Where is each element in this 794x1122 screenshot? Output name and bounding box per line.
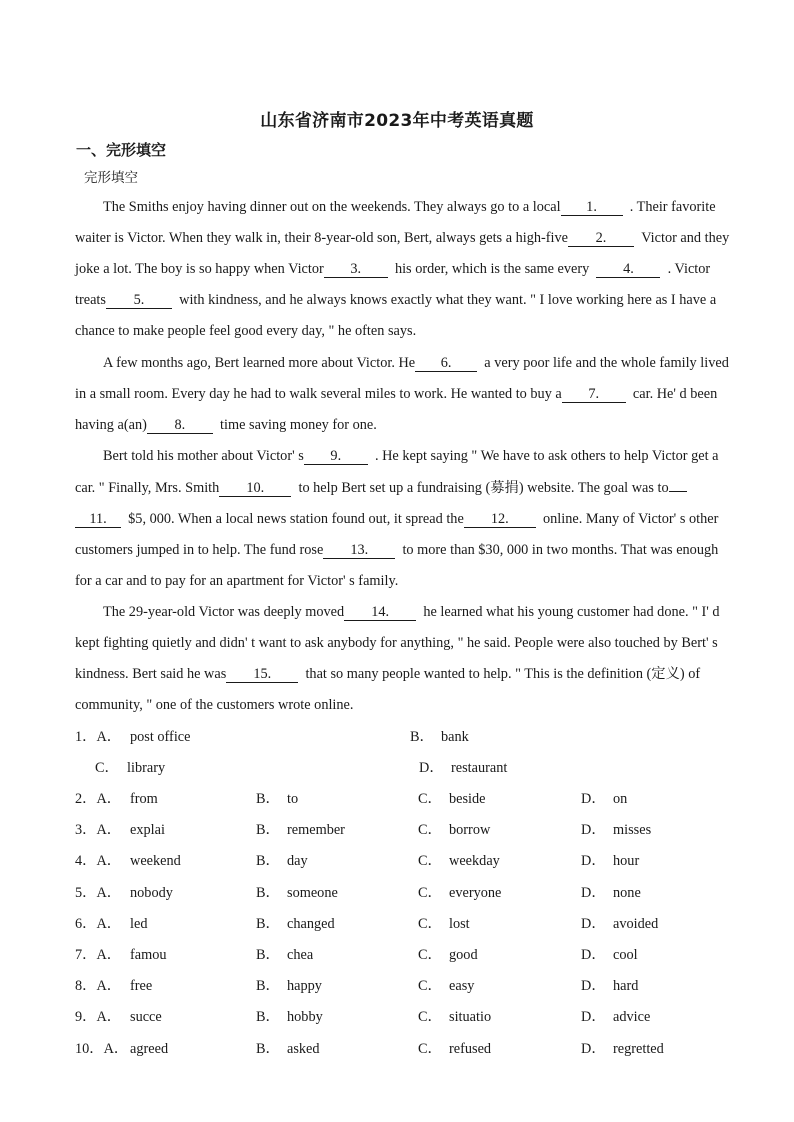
option-a[interactable]: agreed <box>130 1040 169 1057</box>
question-number: 3．A． <box>75 822 122 839</box>
question-number: 1．A． <box>75 729 122 745</box>
option-d[interactable]: advice <box>613 1009 651 1026</box>
option-d[interactable]: cool <box>613 947 638 963</box>
passage-line: A few months ago, Bert learned more about Victor. He 6. a very poor life and the whole family lived <box>103 355 729 371</box>
option-d[interactable]: hard <box>613 978 639 995</box>
passage-line: having a(an) 8. time saving money for one. <box>75 417 377 433</box>
option-c[interactable]: good <box>449 947 478 963</box>
option-b-label: B． <box>256 947 280 963</box>
question-number: 8．A． <box>75 978 122 995</box>
question-1-row-1 <box>75 727 755 747</box>
subsection-heading: 完形填空 <box>84 170 138 186</box>
option-c-label: C． <box>418 822 442 839</box>
question-row <box>75 789 755 809</box>
blank-9: 9. <box>304 448 368 465</box>
option-c[interactable]: beside <box>449 791 486 807</box>
option-a[interactable]: explai <box>130 822 165 839</box>
passage-line: in a small room. Every day he had to walk several miles to work. He wanted to buy a 7. car. He' d been <box>75 386 718 402</box>
option-a[interactable]: famou <box>130 947 167 963</box>
option-a[interactable]: free <box>130 978 153 995</box>
option-c[interactable]: refused <box>449 1040 492 1057</box>
option-d[interactable]: none <box>613 884 641 901</box>
option-b[interactable]: hobby <box>287 1009 323 1026</box>
question-1-row-2 <box>75 758 755 778</box>
page-title: 山东省济南市2023年中考英语真题 <box>260 111 534 131</box>
option-b[interactable]: someone <box>287 884 338 901</box>
question-row <box>75 976 755 996</box>
option-c[interactable]: weekday <box>449 853 500 870</box>
question-number: 9．A． <box>75 1009 122 1026</box>
option-d-label: D． <box>581 822 606 839</box>
option-c-label: C． <box>418 853 442 870</box>
option-b-label: B． <box>256 915 280 932</box>
passage-line: The 29-year-old Victor was deeply moved 14. he learned what his young customer had done. " I' d <box>103 604 720 620</box>
option-b[interactable]: to <box>287 791 299 807</box>
question-row <box>75 883 755 903</box>
passage-line: 11. $5, 000. When a local news station found out, it spread the 12. online. Many of Victor' s other <box>75 509 750 529</box>
passage-line: car. " Finally, Mrs. Smith 10. to help Bert set up a fundraising (募捐) website. The goal was to <box>75 478 750 498</box>
option-b[interactable]: changed <box>287 915 335 932</box>
option-d[interactable]: hour <box>613 853 640 870</box>
option-b[interactable]: bank <box>441 729 469 745</box>
passage-line: community, " one of the customers wrote online. <box>75 697 354 713</box>
option-b[interactable]: happy <box>287 978 322 995</box>
option-c-label: C． <box>418 1040 442 1057</box>
question-row <box>75 914 755 934</box>
question-row <box>75 851 755 871</box>
blank-3: 3. <box>324 261 388 278</box>
passage-line: treats 5. with kindness, and he always knows exactly what they want. " I love working here as I have a <box>75 292 717 308</box>
passage-line: The Smiths enjoy having dinner out on the weekends. They always go to a local 1. . Their favorite <box>103 199 716 215</box>
option-b[interactable]: remember <box>287 822 345 839</box>
option-b[interactable]: day <box>287 853 308 870</box>
option-a[interactable]: led <box>130 915 148 932</box>
option-b[interactable]: chea <box>287 947 314 963</box>
blank-5: 5. <box>106 292 172 309</box>
passage-line: Bert told his mother about Victor' s 9. . He kept saying " We have to ask others to help Victor get a <box>103 448 719 464</box>
blank-1: 1. <box>561 199 623 216</box>
option-a[interactable]: nobody <box>130 884 173 901</box>
option-c[interactable]: borrow <box>449 822 491 839</box>
option-c[interactable]: easy <box>449 978 475 995</box>
option-c[interactable]: everyone <box>449 884 502 901</box>
passage-line: waiter is Victor. When they walk in, their 8-year-old son, Bert, always gets a high-five 2. Victor and they <box>75 230 730 246</box>
option-a[interactable]: succe <box>130 1009 162 1026</box>
passage-line: kindness. Bert said he was 15. that so many people wanted to help. " This is the definition (定义) of <box>75 666 701 682</box>
option-a[interactable]: from <box>130 791 158 807</box>
option-b-label: B． <box>256 884 280 901</box>
section-heading: 一、完形填空 <box>76 141 167 159</box>
blank-10: 10. <box>219 480 291 497</box>
passage-line: kept fighting quietly and didn' t want to ask anybody for anything, " he said. People were also touched by Bert' s <box>75 635 718 651</box>
blank-7: 7. <box>562 386 626 403</box>
question-number: 5．A． <box>75 884 122 901</box>
option-c[interactable]: lost <box>449 915 470 932</box>
question-row <box>75 820 755 840</box>
option-c-label: C． <box>418 978 442 995</box>
option-d[interactable]: restaurant <box>451 760 508 776</box>
option-c[interactable]: library <box>127 760 166 776</box>
option-d-label: D． <box>581 978 606 995</box>
blank-4: 4. <box>596 261 660 278</box>
option-b-label: B． <box>256 1009 280 1026</box>
question-number: 10．A． <box>75 1040 129 1057</box>
option-d-label: D． <box>581 791 606 807</box>
blank-11: 11. <box>75 511 121 528</box>
option-a[interactable]: weekend <box>130 853 181 870</box>
option-c-label: C． <box>418 1009 442 1026</box>
question-row <box>75 1007 755 1027</box>
option-c-label: C． <box>95 760 119 776</box>
question-row <box>75 945 755 965</box>
option-d-label: D． <box>581 1009 606 1026</box>
option-d-label: D． <box>581 853 606 870</box>
passage-line: joke a lot. The boy is so happy when Victor 3. his order, which is the same every 4. . Victor <box>75 261 711 277</box>
blank-6: 6. <box>415 355 477 372</box>
option-d-label: D． <box>581 947 606 963</box>
passage-line: chance to make people feel good every day, " he often says. <box>75 323 417 339</box>
blank-13: 13. <box>323 542 395 559</box>
option-b-label: B． <box>256 791 280 807</box>
option-d[interactable]: regretted <box>613 1040 664 1057</box>
question-number: 6．A． <box>75 915 122 932</box>
passage-line: for a car and to pay for an apartment for Victor' s family. <box>75 573 399 589</box>
option-b-label: B． <box>256 853 280 870</box>
option-a[interactable]: post office <box>130 729 191 745</box>
option-b-label: B． <box>410 729 434 745</box>
question-number: 2．A． <box>75 791 122 807</box>
option-c-label: C． <box>418 884 442 901</box>
option-d-label: D． <box>581 884 606 901</box>
blank-15: 15. <box>226 666 298 683</box>
option-d-label: D． <box>581 1040 606 1057</box>
blank-2: 2. <box>568 230 634 247</box>
question-number: 4．A． <box>75 853 122 870</box>
option-b-label: B． <box>256 1040 280 1057</box>
option-c-label: C． <box>418 915 442 932</box>
passage-line: customers jumped in to help. The fund rose 13. to more than $30, 000 in two months. That was enough <box>75 542 719 558</box>
blank-8: 8. <box>147 417 213 434</box>
option-c[interactable]: situatio <box>449 1009 492 1026</box>
option-d[interactable]: avoided <box>613 915 659 932</box>
blank-14: 14. <box>344 604 416 621</box>
option-c-label: C． <box>418 947 442 963</box>
option-d[interactable]: misses <box>613 822 652 839</box>
blank-12: 12. <box>464 511 536 528</box>
option-c-label: C． <box>418 791 442 807</box>
option-b-label: B． <box>256 978 280 995</box>
option-d[interactable]: on <box>613 791 628 807</box>
question-row <box>75 1039 755 1059</box>
option-d-label: D． <box>419 760 444 776</box>
blank-11-start <box>669 491 687 492</box>
option-b-label: B． <box>256 822 280 839</box>
option-d-label: D． <box>581 915 606 932</box>
option-b[interactable]: asked <box>287 1040 320 1057</box>
question-number: 7．A． <box>75 947 122 963</box>
